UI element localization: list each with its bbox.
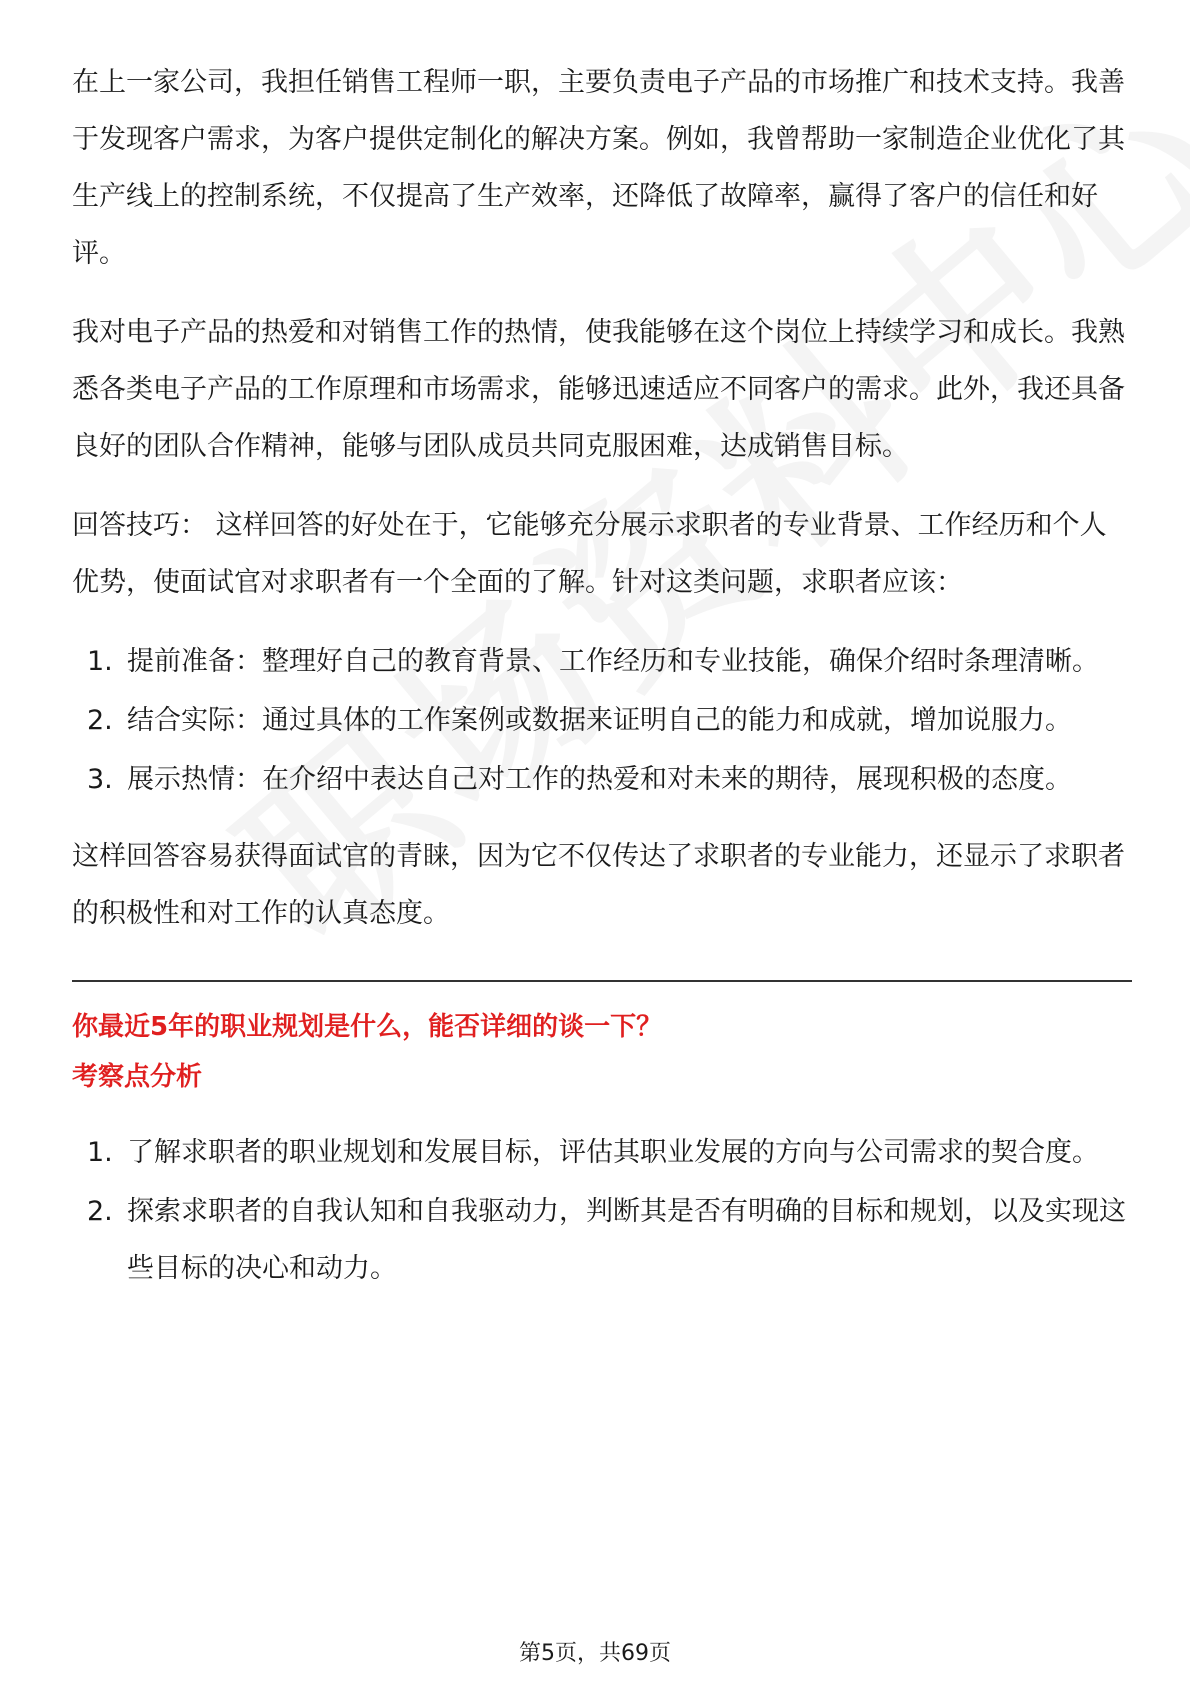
analysis-heading: 考察点分析 [72,1062,203,1092]
question-heading: 你最近5年的职业规划是什么，能否详细的谈一下？ [72,1012,663,1042]
paragraph-conclusion: 这样回答容易获得面试官的青睐，因为它不仅传达了求职者的专业能力，还显示了求职者的积极性和对工作的认真态度。 [72,841,1125,929]
list-item [72,751,1132,808]
list-text: 展示热情：在介绍中表达自己对工作的热爱和对未来的期待，展现积极的态度。 [127,764,1072,795]
tips-list [72,633,1132,808]
list-item [72,692,1132,749]
paragraph-tips-intro: 回答技巧： 这样回答的好处在于，它能够充分展示求职者的专业背景、工作经历和个人优势，使面试官对求职者有一个全面的了解。针对这类问题，求职者应该： [72,510,1107,598]
list-number: 2. [87,705,113,736]
list-text: 结合实际：通过具体的工作案例或数据来证明自己的能力和成就，增加说服力。 [127,705,1072,736]
list-number: 3. [87,764,113,795]
list-number: 1. [87,646,113,677]
section-divider [72,980,1132,982]
analysis-list [72,1124,1132,1297]
list-text: 提前准备：整理好自己的教育背景、工作经历和专业技能，确保介绍时条理清晰。 [127,646,1099,677]
list-number: 2. [87,1196,113,1227]
list-number: 1. [87,1137,113,1168]
list-item [72,1124,1132,1181]
paragraph-experience: 在上一家公司，我担任销售工程师一职，主要负责电子产品的市场推广和技术支持。我善于发现客户需求，为客户提供定制化的解决方案。例如，我曾帮助一家制造企业优化了其生产线上的控制系统，不仅提高了生产效率，还降低了故障率，赢得了客户的信任和好评。 [72,67,1125,269]
page-footer: 第5页，共69页 [519,1641,671,1666]
list-item [72,633,1132,690]
list-item [72,1183,1132,1297]
list-text: 探索求职者的自我认知和自我驱动力，判断其是否有明确的目标和规划，以及实现这些目标的决心和动力。 [127,1196,1126,1284]
document-body [72,54,1132,1317]
list-text: 了解求职者的职业规划和发展目标，评估其职业发展的方向与公司需求的契合度。 [127,1137,1099,1168]
paragraph-passion: 我对电子产品的热爱和对销售工作的热情，使我能够在这个岗位上持续学习和成长。我熟悉各类电子产品的工作原理和市场需求，能够迅速适应不同客户的需求。此外，我还具备良好的团队合作精神，能够与团队成员共同克服困难，达成销售目标。 [72,317,1125,462]
